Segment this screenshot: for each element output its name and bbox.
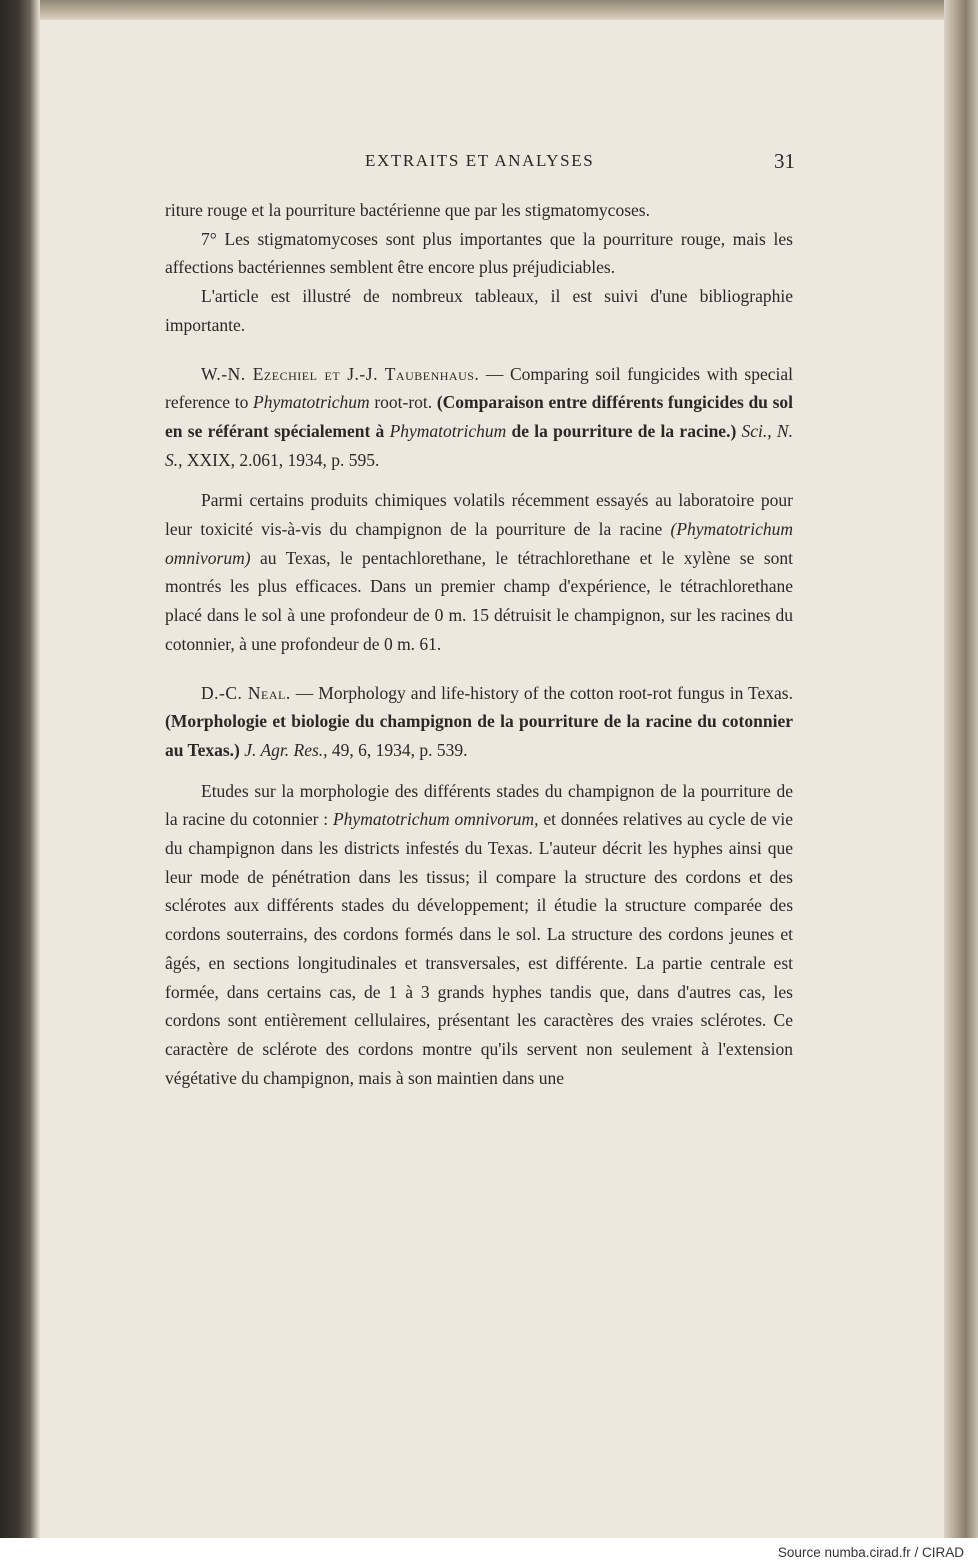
ref2-authors: D.-C. Neal.: [201, 682, 291, 703]
reference-neal: [165, 679, 793, 765]
paragraph-point-7: 7° Les stigmatomycoses sont plus importantes que la pourriture rouge, mais les affections bactériennes semblent être encore plus préjudiciables.: [165, 228, 793, 278]
abstract-ezechiel: [165, 486, 793, 658]
abstract2-part-a: Etudes sur la morphologie des différents stades du champignon de la pourriture de la racine du cotonnier :: [165, 780, 793, 830]
ref1-genus: Phymatotrichum: [253, 392, 370, 413]
ref1-translation-a: (Comparaison entre différents fungicides du sol en se référant spécialement à: [165, 392, 793, 441]
ref1-title-end: root-rot.: [369, 392, 437, 413]
ref1-authors: W.-N. Ezechiel et J.-J. Taubenhaus.: [201, 363, 480, 384]
book-binding: [0, 0, 40, 1538]
ref2-title: — Morphology and life-history of the cotton root-rot fungus in Texas.: [290, 682, 793, 703]
source-credit: Source numba.cirad.fr / CIRAD: [777, 1545, 964, 1560]
running-head: EXTRAITS ET ANALYSES: [365, 151, 595, 170]
ref2-journal: J. Agr. Res.,: [239, 739, 328, 760]
ref1-title: — Comparing soil fungicides with special reference to: [165, 363, 793, 413]
paragraph-continuation: riture rouge et la pourriture bactérienne que par les stigmatomycoses.: [165, 200, 650, 220]
abstract-neal: [165, 777, 793, 1093]
abstract2-part-b: et données relatives au cycle de vie du champignon dans les districts infestés du Texas. L'auteur décrit les hyphes ainsi que leur mode de pénétration dans les tissus; il compare la structure des cordons et des sclérotes aux différents stades du développement; il étudie la structure comparée des cordons souterrains, des cordons formés dans le sol. La structure des cordons jeunes et âgés, en sections longitudinales et transversales, est différente. La partie centrale est formée, dans certains cas, de 1 à 3 grands hyphes tandis que, dans d'autres cas, les cordons sont entièrement cellulaires, présentant les caractères des vraies sclérotes. Ce caractère de sclérote des cordons montre qu'ils servent non seulement à l'extension végétative du champignon, mais à son maintien dans une: [165, 809, 793, 1088]
ref1-journal: Sci., N. S.,: [165, 420, 793, 470]
abstract1-species: (Phymatotrichum omnivorum): [165, 519, 793, 568]
page-top-edge: [40, 0, 978, 22]
abstract1-part-a: Parmi certains produits chimiques volatils récemment essayés au laboratoire pour leur toxicité vis-à-vis du champignon de la pourriture de la racine: [165, 490, 793, 540]
ref1-translation-b: de la pourriture de la racine.): [506, 420, 737, 441]
ref2-citation: 49, 6, 1934, p. 539.: [327, 739, 468, 760]
reference-ezechiel: [165, 360, 793, 475]
body-text: [165, 196, 793, 1092]
paragraph-illustration-note: L'article est illustré de nombreux tableaux, il est suivi d'une bibliographie importante.: [165, 286, 793, 335]
ref2-translation: (Morphologie et biologie du champignon de la pourriture de la racine du cotonnier au Texas.): [165, 711, 793, 760]
ref1-translation-genus: Phymatotrichum: [389, 420, 507, 441]
page-number: 31: [774, 149, 795, 173]
abstract2-species: Phymatotrichum omnivorum,: [332, 809, 539, 830]
abstract1-part-b: au Texas, le pentachlorethane, le tétrachlorethane et le xylène se sont montrés les plus efficaces. Dans un premier champ d'expérience, le tétrachlorethane placé dans le sol à une profondeur de 0 m. 15 détruisit le champignon, sur les racines du cotonnier, à une profondeur de 0 m. 61.: [165, 547, 793, 654]
ref1-citation: XXIX, 2.061, 1934, p. 595.: [182, 449, 380, 470]
page-right-edge: [944, 0, 978, 1538]
